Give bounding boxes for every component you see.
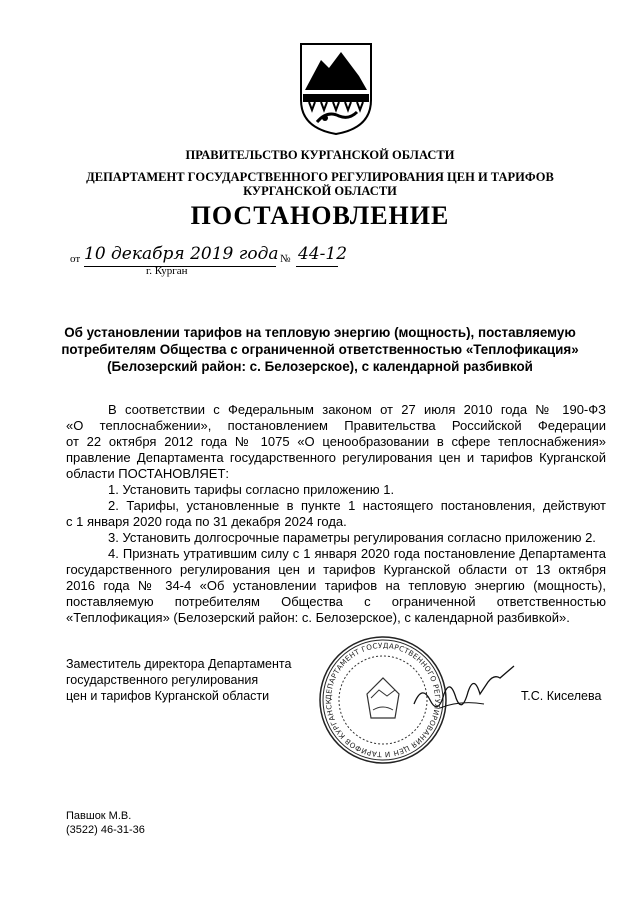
decree-number: 44-12 — [298, 244, 348, 264]
body-line: «О теплоснабжении», постановлением Правительства Российской Федерации — [66, 418, 606, 433]
document-title: ПОСТАНОВЛЕНИЕ — [190, 201, 450, 230]
body-line: правление Департамента государственного регулирования цен и тарифов Курганской — [66, 450, 606, 465]
body-line: поставляемую потребителям Общества с ограниченной ответственностью — [66, 594, 606, 609]
executor-name: Павшок М.В. — [66, 810, 132, 822]
signer-position-line3: цен и тарифов Курганской области — [66, 689, 270, 703]
government-name: ПРАВИТЕЛЬСТВО КУРГАНСКОЙ ОБЛАСТИ — [185, 148, 455, 162]
signer-position-line2: государственного регулирования — [66, 673, 259, 687]
body-line: «Теплофикация» (Белозерский район: с. Белозерское), с календарной разбивкой». — [66, 610, 570, 625]
body-line: 2016 года № 34-4 «Об установлении тарифов на тепловую энергию (мощность), — [66, 578, 606, 593]
number-prefix: № — [280, 253, 291, 265]
body-line: с 1 января 2020 года по 31 декабря 2024 года. — [66, 514, 347, 529]
executor-phone: (3522) 46-31-36 — [66, 824, 145, 836]
department-name-line1: ДЕПАРТАМЕНТ ГОСУДАРСТВЕННОГО РЕГУЛИРОВАНИЯ ЦЕН И ТАРИФОВ — [86, 170, 554, 184]
subject-line3: (Белозерский район: с. Белозерское), с календарной разбивкой — [107, 359, 533, 374]
department-name-line2: КУРГАНСКОЙ ОБЛАСТИ — [243, 184, 397, 198]
date-prefix: от — [70, 253, 81, 265]
body-line: 1. Установить тарифы согласно приложению 1. — [108, 482, 395, 497]
number-underline — [296, 266, 338, 267]
coat-of-arms-icon — [299, 42, 373, 136]
body-line: В соответствии с Федеральным законом от 27 июля 2010 года № 190-ФЗ — [108, 402, 606, 417]
body-line: от 22 октября 2012 года № 1075 «О ценообразовании в сфере теплоснабжения» — [66, 434, 606, 449]
decree-date: 10 декабря 2019 года — [84, 244, 279, 264]
decree-city: г. Курган — [146, 265, 188, 277]
body-line: 4. Признать утратившим силу с 1 января 2020 года постановление Департамента — [108, 546, 606, 561]
body-line: государственного регулирования цен и тарифов Курганской области от 13 октября — [66, 562, 606, 577]
body-line: 2. Тарифы, установленные в пункте 1 настоящего постановления, действуют — [108, 498, 606, 513]
subject-line2: потребителям Общества с ограниченной ответственностью «Теплофикация» — [61, 342, 579, 357]
handwritten-signature-icon — [410, 664, 520, 724]
signer-position-line1: Заместитель директора Департамента — [66, 657, 292, 671]
signer-name: Т.С. Киселева — [521, 689, 602, 703]
seal-text: ДЕПАРТАМЕНТ ГОСУДАРСТВЕННОГО РЕГУЛИРОВАНИЯ ЦЕН И ТАРИФОВ КУРГАНСК — [323, 640, 443, 760]
body-line: 3. Установить долгосрочные параметры регулирования согласно приложению 2. — [108, 530, 596, 545]
body-line: области ПОСТАНОВЛЯЕТ: — [66, 466, 229, 481]
subject-line1: Об установлении тарифов на тепловую энергию (мощность), поставляемую — [64, 325, 576, 340]
